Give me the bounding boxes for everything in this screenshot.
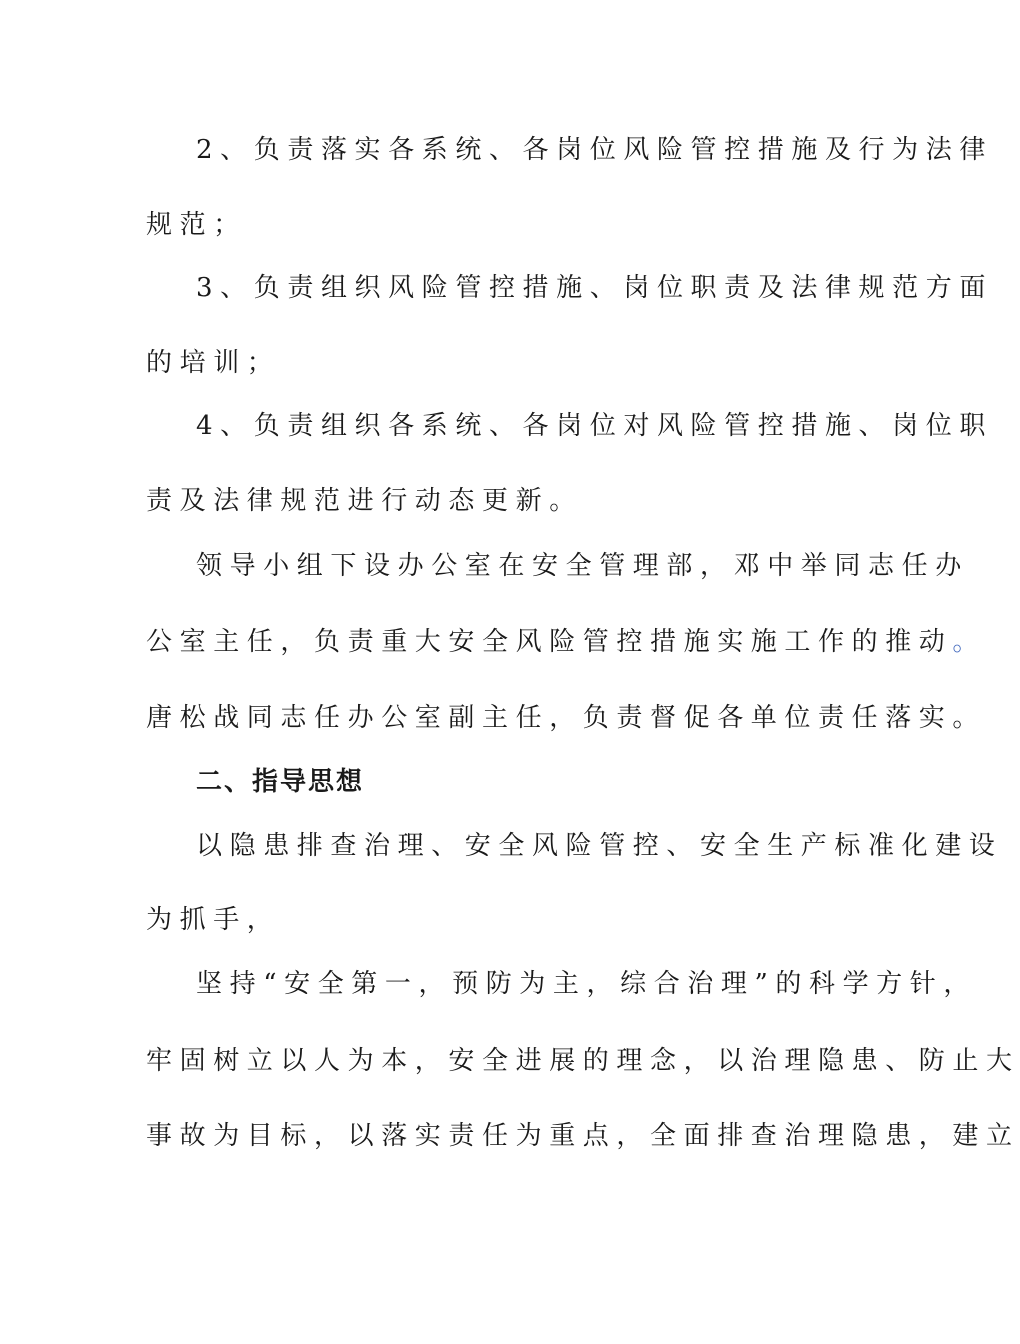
paragraph-line: 的培训； (146, 348, 281, 378)
paragraph-line: 牢固树立以人为本，安全进展的理念，以治理隐患、防止大 (146, 1046, 1020, 1076)
paragraph-text: 公室主任，负责重大安全风险管控措施实施工作的推动 (146, 627, 953, 657)
highlighted-punctuation: 。 (952, 627, 987, 657)
paragraph-line: 2、负责落实各系统、各岗位风险管控措施及行为法律 (196, 135, 993, 165)
paragraph-line: 领导小组下设办公室在安全管理部，邓中举同志任办 (196, 551, 969, 581)
paragraph-line: 坚持“安全第一，预防为主，综合治理”的科学方针， (196, 969, 977, 999)
paragraph-line: 规范； (146, 210, 247, 240)
paragraph-line: 事故为目标，以落实责任为重点，全面排查治理隐患，建立 (146, 1121, 1020, 1151)
paragraph-line: 为抓手， (146, 905, 281, 935)
paragraph-line: 唐松战同志任办公室副主任，负责督促各单位责任落实。 (146, 703, 987, 733)
paragraph-line: 4、负责组织各系统、各岗位对风险管控措施、岗位职 (196, 411, 993, 441)
paragraph-line: 3、负责组织风险管控措施、岗位职责及法律规范方面 (196, 273, 993, 303)
paragraph-line: 以隐患排查治理、安全风险管控、安全生产标准化建设 (196, 831, 1003, 861)
paragraph-line: 责及法律规范进行动态更新。 (146, 486, 583, 516)
paragraph-line (146, 625, 986, 659)
section-heading: 二、指导思想 (196, 767, 365, 797)
